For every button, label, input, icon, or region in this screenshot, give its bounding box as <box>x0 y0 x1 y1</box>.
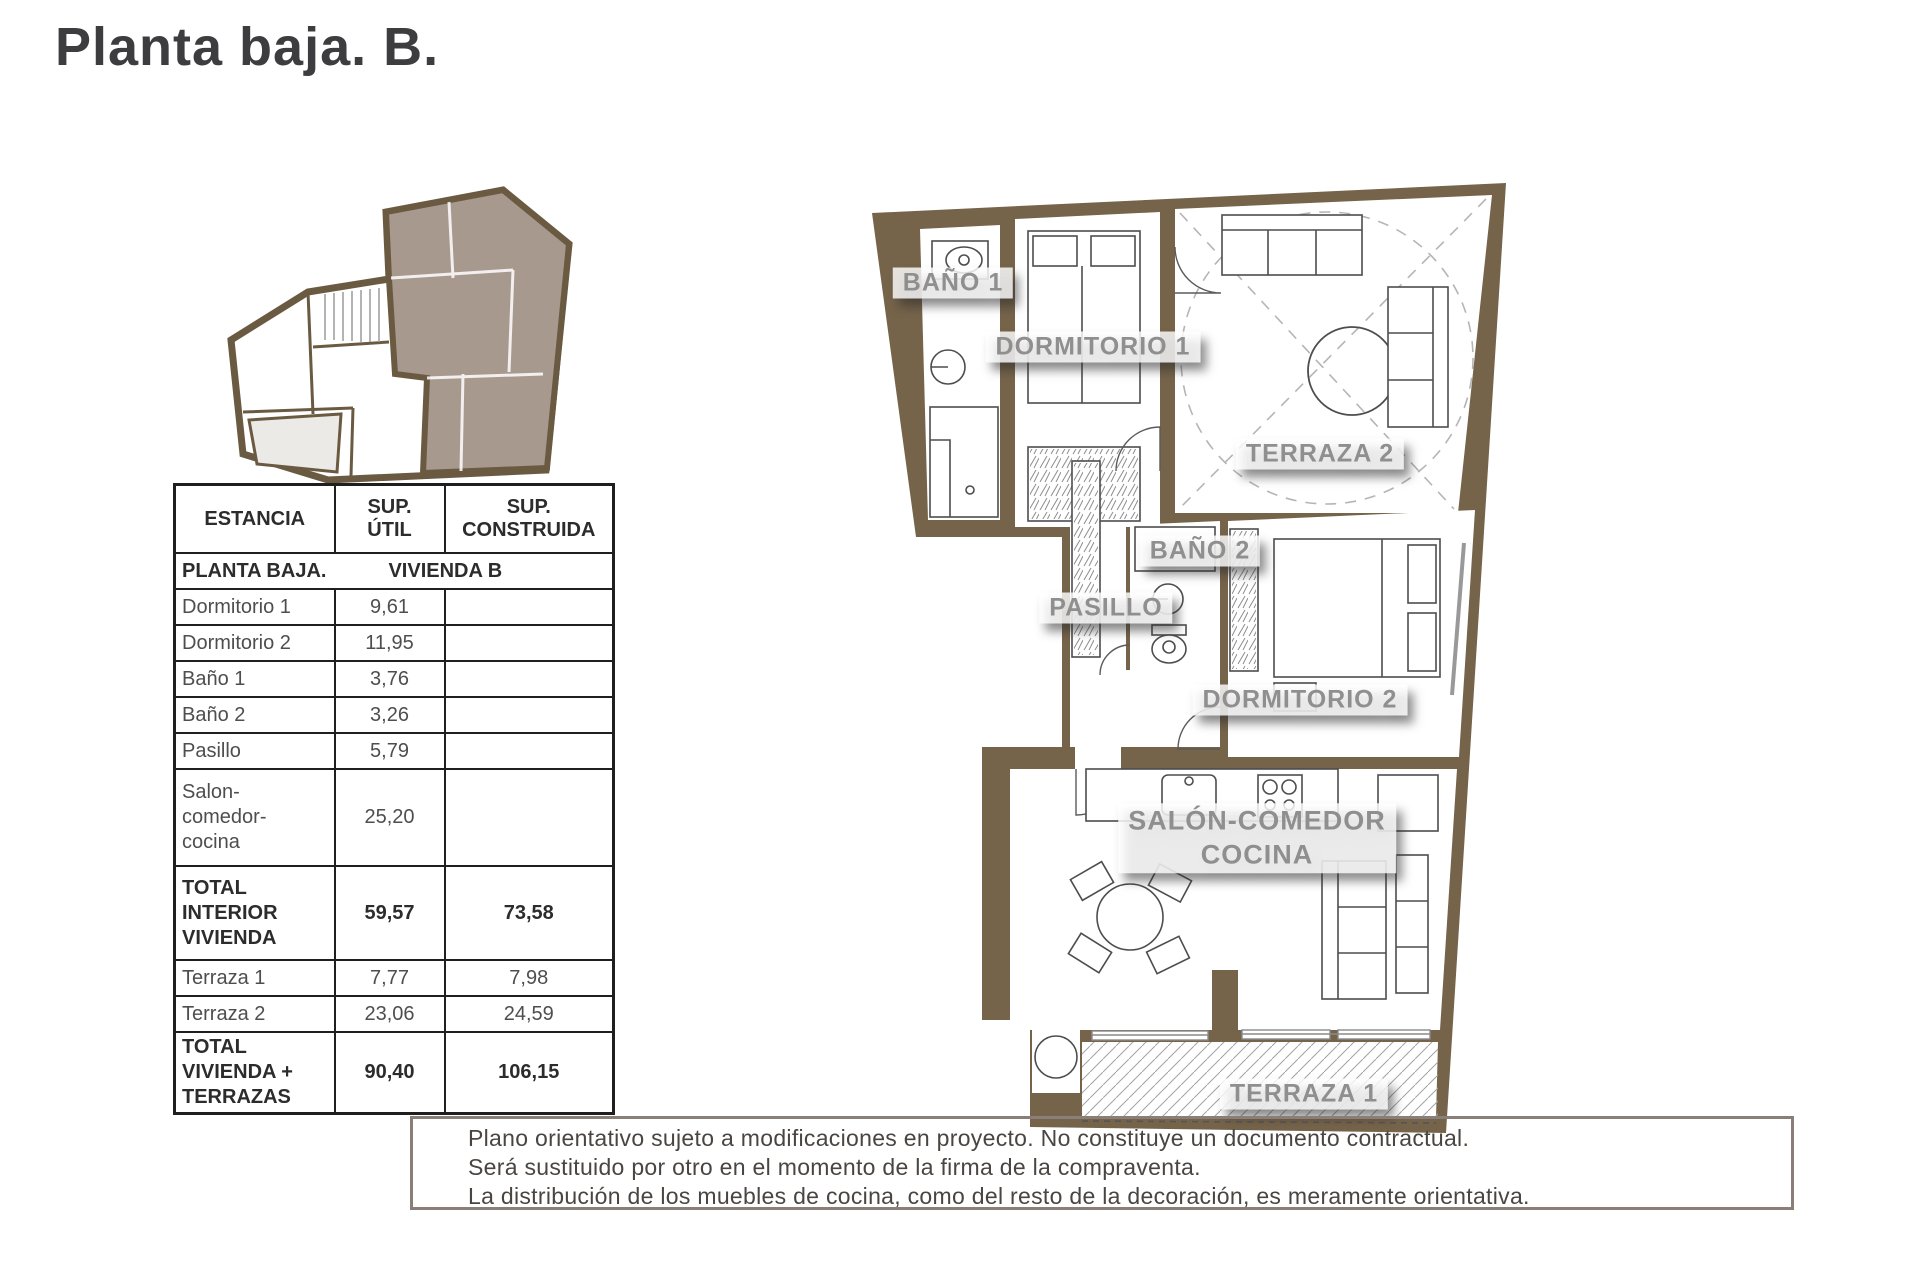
section-cell <box>175 553 614 589</box>
room-label-bano1: BAÑO 1 <box>893 268 1013 299</box>
table-row <box>175 697 614 733</box>
header-sup-construida: SUP. CONSTRUIDA <box>445 485 614 554</box>
disclaimer-line-3: La distribución de los muebles de cocina, como del resto de la decoración, es meramente orientativa. <box>468 1183 1530 1209</box>
page-title: Planta baja. B. <box>55 17 440 78</box>
row-construida: 73,58 <box>445 866 614 960</box>
section-right: VIVIENDA B <box>388 559 503 582</box>
areas-table <box>173 483 615 1115</box>
row-util: 9,61 <box>335 589 445 625</box>
table-row <box>175 625 614 661</box>
row-construida <box>445 625 614 661</box>
room-label-dormitorio2: DORMITORIO 2 <box>1193 685 1408 716</box>
row-util: 11,95 <box>335 625 445 661</box>
row-construida <box>445 769 614 866</box>
row-name: TOTAL INTERIOR VIVIENDA <box>175 866 335 960</box>
floor-plan-drawing <box>830 175 1530 1150</box>
table-header-row <box>175 485 614 554</box>
terraza2-sofa-right <box>1388 287 1448 427</box>
table-row <box>175 589 614 625</box>
header-sup-util: SUP. ÚTIL <box>335 485 445 554</box>
row-construida <box>445 589 614 625</box>
table-row-total-interior <box>175 866 614 960</box>
row-construida <box>445 733 614 769</box>
table-row-total-vivienda <box>175 1032 614 1114</box>
row-name: Terraza 1 <box>175 960 335 996</box>
row-name: Dormitorio 1 <box>175 589 335 625</box>
header-estancia: ESTANCIA <box>175 485 335 554</box>
room-label-bano2: BAÑO 2 <box>1140 536 1260 567</box>
room-label-salon <box>1118 803 1396 873</box>
row-util: 3,76 <box>335 661 445 697</box>
room-label-salon-line1: SALÓN-COMEDOR <box>1128 805 1386 836</box>
room-label-pasillo: PASILLO <box>1039 593 1172 624</box>
row-name: Pasillo <box>175 733 335 769</box>
row-name: Dormitorio 2 <box>175 625 335 661</box>
row-construida: 7,98 <box>445 960 614 996</box>
room-dormitorio2 <box>1228 510 1475 757</box>
row-construida: 106,15 <box>445 1032 614 1114</box>
room-label-dormitorio1: DORMITORIO 1 <box>986 332 1201 363</box>
row-util: 25,20 <box>335 769 445 866</box>
room-label-terraza2: TERRAZA 2 <box>1236 439 1404 470</box>
row-util: 5,79 <box>335 733 445 769</box>
terraza2-sofa-top <box>1222 215 1362 275</box>
salon-sofa <box>1322 861 1386 999</box>
floor-plan <box>830 175 1530 1150</box>
row-util: 7,77 <box>335 960 445 996</box>
salon-shelf-unit <box>1396 855 1428 993</box>
row-util: 3,26 <box>335 697 445 733</box>
room-label-terraza1: TERRAZA 1 <box>1220 1079 1388 1110</box>
row-name: Baño 1 <box>175 661 335 697</box>
table-row <box>175 661 614 697</box>
row-construida: 24,59 <box>445 996 614 1032</box>
disclaimer-box <box>410 1116 1794 1210</box>
salon-pillar <box>1212 970 1238 1032</box>
row-util: 59,57 <box>335 866 445 960</box>
washing-machine <box>1035 1036 1077 1078</box>
row-construida <box>445 661 614 697</box>
row-construida <box>445 697 614 733</box>
key-plan-terrace <box>249 414 341 472</box>
row-name: Baño 2 <box>175 697 335 733</box>
row-name: TOTAL VIVIENDA + TERRAZAS <box>175 1032 335 1114</box>
salon-windows <box>1092 1030 1430 1040</box>
table-row <box>175 960 614 996</box>
disclaimer-line-2: Será sustituido por otro en el momento de la firma de la compraventa. <box>468 1154 1201 1180</box>
table-row <box>175 996 614 1032</box>
row-name: Salon- comedor- cocina <box>175 769 335 866</box>
key-plan <box>213 182 585 490</box>
section-left: PLANTA BAJA. <box>182 559 327 582</box>
table-row <box>175 733 614 769</box>
row-name: Terraza 2 <box>175 996 335 1032</box>
row-util: 90,40 <box>335 1032 445 1114</box>
pasillo-closet <box>1072 461 1100 657</box>
door-gap-hall-salon <box>1075 735 1121 771</box>
room-label-salon-line2: COCINA <box>1200 839 1314 869</box>
table-row <box>175 769 614 866</box>
disclaimer-line-1: Plano orientativo sujeto a modificaciones en proyecto. No constituye un documento contractual. <box>468 1125 1470 1151</box>
row-util: 23,06 <box>335 996 445 1032</box>
table-section-row <box>175 553 614 589</box>
